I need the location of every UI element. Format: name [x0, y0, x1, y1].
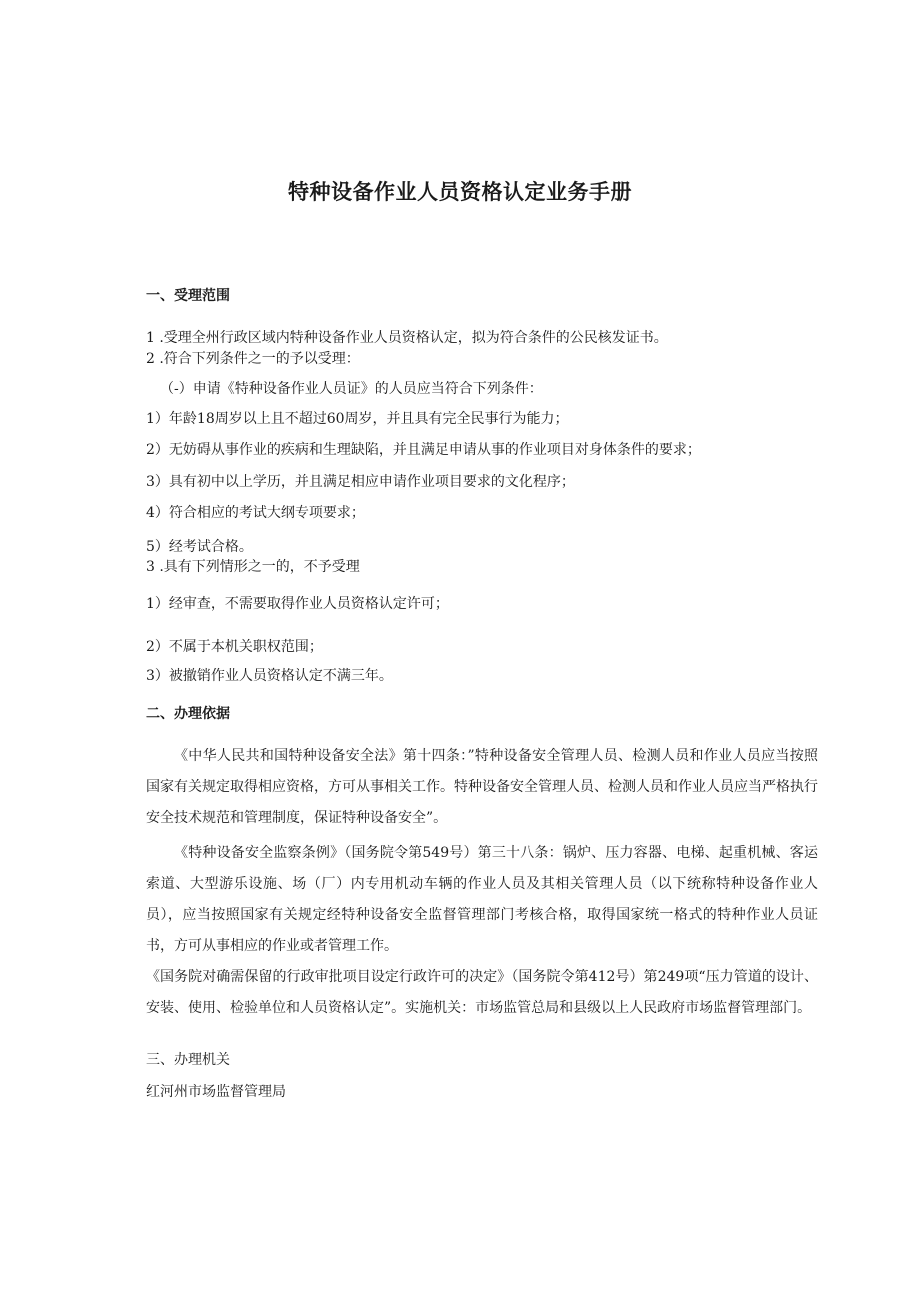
scope-line-12: 3）被撤销作业人员资格认定不满三年。 [146, 668, 393, 684]
scope-line-5: 2）无妨碍从事作业的疾病和生理缺陷，并且满足申请从事的作业项目对身体条件的要求； [146, 442, 701, 458]
basis-paragraph-1: 《中华人民共和国特种设备安全法》第十四条：”特种设备安全管理人员、检测人员和作业人员应当按照国家有关规定取得相应资格，方可从事相关工作。特种设备安全管理人员、检测人员和作业人员应当严格执行安全技术规范和管理制度，保证特种设备安全”。 [146, 748, 818, 826]
section-heading-scope: 一、受理范围 [146, 288, 230, 304]
document-title: 特种设备作业人员资格认定业务手册 [288, 180, 632, 204]
scope-line-8: 5）经考试合格。 [146, 539, 253, 555]
section-heading-basis: 二、办理依据 [146, 706, 230, 722]
scope-line-2: 2 .符合下列条件之一的予以受理： [146, 351, 360, 367]
basis-paragraph-2: 《特种设备安全监察条例》（国务院令第549号）第三十八条：锅炉、压力容器、电梯、起重机械、客运索道、大型游乐设施、场（厂）内专用机动车辆的作业人员及其相关管理人员（以下统称特种设备作业人员），应当按照国家有关规定经特种设备安全监督管理部门考核合格，取得国家统一格式的特种作业人员证书，方可从事相应的作业或者管理工作。 [146, 845, 818, 954]
scope-line-11: 2）不属于本机关职权范围； [146, 639, 323, 655]
scope-line-1: 1 .受理全州行政区域内特种设备作业人员资格认定，拟为符合条件的公民核发证书。 [146, 330, 668, 346]
section-heading-authority: 三、办理机关 [146, 1052, 230, 1068]
scope-line-4: 1）年龄18周岁以上且不超过60周岁，并且具有完全民事行为能力； [146, 411, 569, 427]
basis-paragraph-3: 《国务院对确需保留的行政审批项目设定行政许可的决定》（国务院令第412号）第249项“压力管道的设计、安装、使用、检验单位和人员资格认定”。实施机关：市场监管总局和县级以上人民政府市场监督管理部门。 [146, 969, 818, 1016]
authority-name: 红河州市场监督管理局 [146, 1084, 286, 1100]
scope-line-7: 4）符合相应的考试大纲专项要求； [146, 505, 365, 521]
scope-line-3: （-）申请《特种设备作业人员证》的人员应当符合下列条件： [160, 381, 543, 397]
scope-line-10: 1）经审查，不需要取得作业人员资格认定许可； [146, 596, 449, 612]
scope-line-9: 3 .具有下列情形之一的，不予受理 [146, 559, 360, 575]
scope-line-6: 3）具有初中以上学历，并且满足相应申请作业项目要求的文化程序； [146, 474, 575, 490]
